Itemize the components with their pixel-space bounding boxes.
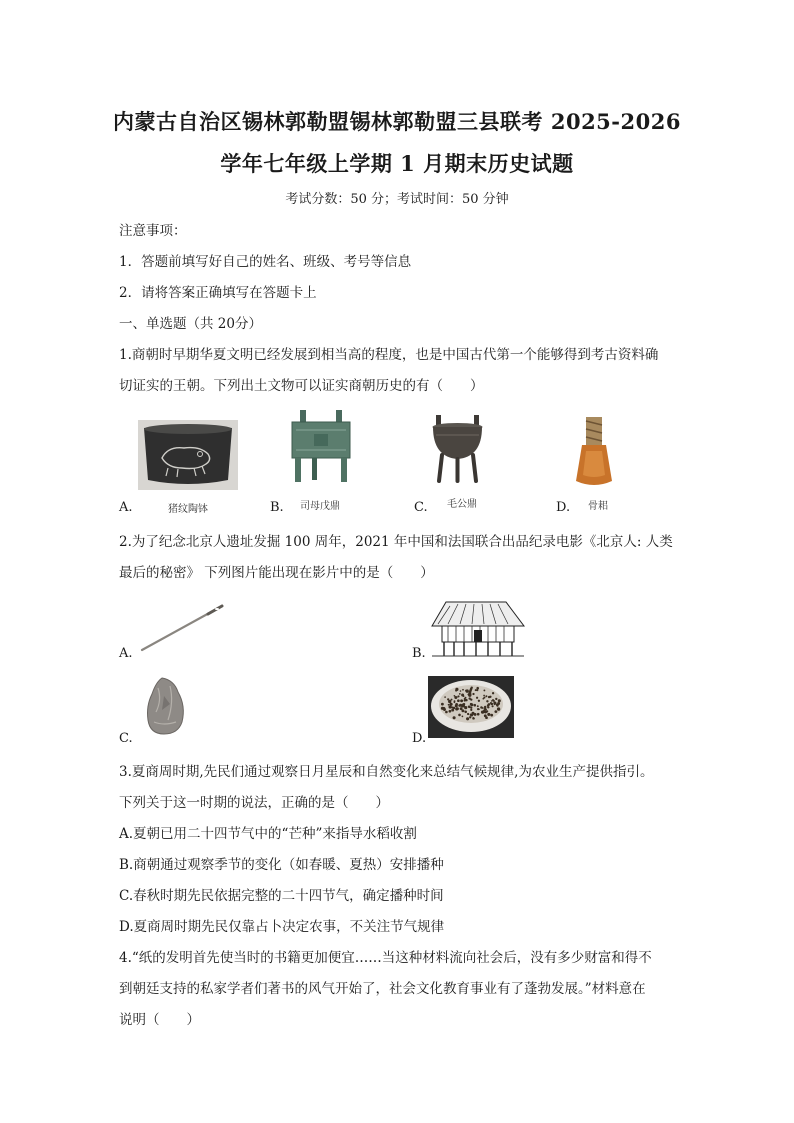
q4-stem-line-1: 4.“纸的发明首先使当时的书籍更加便宜……当这种材料流向社会后，没有多少财富和得不 <box>119 950 652 966</box>
exam-title-line-1: 内蒙古自治区锡林郭勒盟锡林郭勒盟三县联考 2025-2026 <box>113 109 681 134</box>
q1-stem-line-1: 1.商朝时早期华夏文明已经发展到相当高的程度，也是中国古代第一个能够得到考古资料确 <box>119 347 659 363</box>
q1-option-b-caption: 司母戊鼎 <box>300 501 340 512</box>
q1-option-d-bone-spade-image <box>572 415 614 490</box>
q2-option-a-bone-needle-image <box>138 600 228 655</box>
q2-option-d-letter: D. <box>412 731 427 746</box>
q2-option-a-letter: A. <box>119 646 133 661</box>
q1-option-a-pig-pottery-image <box>138 420 238 490</box>
section-heading-single-choice: 一、单选题（共 20分） <box>119 316 262 332</box>
q3-option-c: C.春秋时期先民依据完整的二十四节气，确定播种时间 <box>119 888 444 904</box>
q2-option-c-letter: C. <box>119 731 133 746</box>
q3-option-b: B.商朝通过观察季节的变化（如春暖、夏热）安排播种 <box>119 857 444 873</box>
q1-option-a-letter: A. <box>119 500 133 515</box>
q1-option-c-caption: 毛公鼎 <box>447 499 477 510</box>
exam-info: 考试分数：50 分；考试时间：50 分钟 <box>285 192 509 207</box>
q4-stem-line-3: 说明（ ） <box>119 1012 200 1028</box>
q1-option-d-caption: 骨耜 <box>588 501 608 512</box>
q1-option-d-letter: D. <box>556 500 571 515</box>
q1-option-c-letter: C. <box>414 500 428 515</box>
q2-option-d-grain-dish-image <box>428 676 514 738</box>
q2-stem-line-2: 最后的秘密》 下列图片能出现在影片中的是（ ） <box>119 565 434 581</box>
q2-option-b-stilt-house-image <box>428 598 528 658</box>
q3-option-a: A.夏朝已用二十四节气中的“芒种”来指导水稻收割 <box>119 826 417 842</box>
q1-option-b-letter: B. <box>270 500 284 515</box>
q4-stem-line-2: 到朝廷支持的私家学者们著书的风气开始了，社会文化教育事业有了蓬勃发展。”材料意在 <box>119 981 646 997</box>
exam-title-line-2: 学年七年级上学期 1 月期末历史试题 <box>220 151 574 176</box>
notice-item-1: 1．答题前填写好自己的姓名、班级、考号等信息 <box>119 254 412 270</box>
q3-stem-line-1: 3.夏商周时期,先民们通过观察日月星辰和自然变化来总结气候规律,为农业生产提供指引。 <box>119 764 654 780</box>
q1-option-b-ding-image <box>286 410 356 485</box>
q1-stem-line-2: 切证实的王朝。下列出土文物可以证实商朝历史的有（ ） <box>119 378 484 394</box>
q3-option-d: D.夏商周时期先民仅靠占卜决定农事，不关注节气规律 <box>119 919 445 935</box>
q3-stem-line-2: 下列关于这一时期的说法，正确的是（ ） <box>119 795 389 811</box>
q2-option-b-letter: B. <box>412 646 426 661</box>
notice-item-2: 2．请将答案正确填写在答题卡上 <box>119 285 317 301</box>
q1-option-a-caption: 猪纹陶钵 <box>168 504 208 515</box>
q2-stem-line-1: 2.为了纪念北京人遗址发掘 100 周年，2021 年中国和法国联合出品纪录电影《北京人: 人类 <box>119 534 673 550</box>
notice-heading: 注意事项： <box>119 223 187 239</box>
q1-option-c-maogong-ding-image <box>430 415 485 483</box>
q2-option-c-stone-tool-image <box>140 676 190 738</box>
